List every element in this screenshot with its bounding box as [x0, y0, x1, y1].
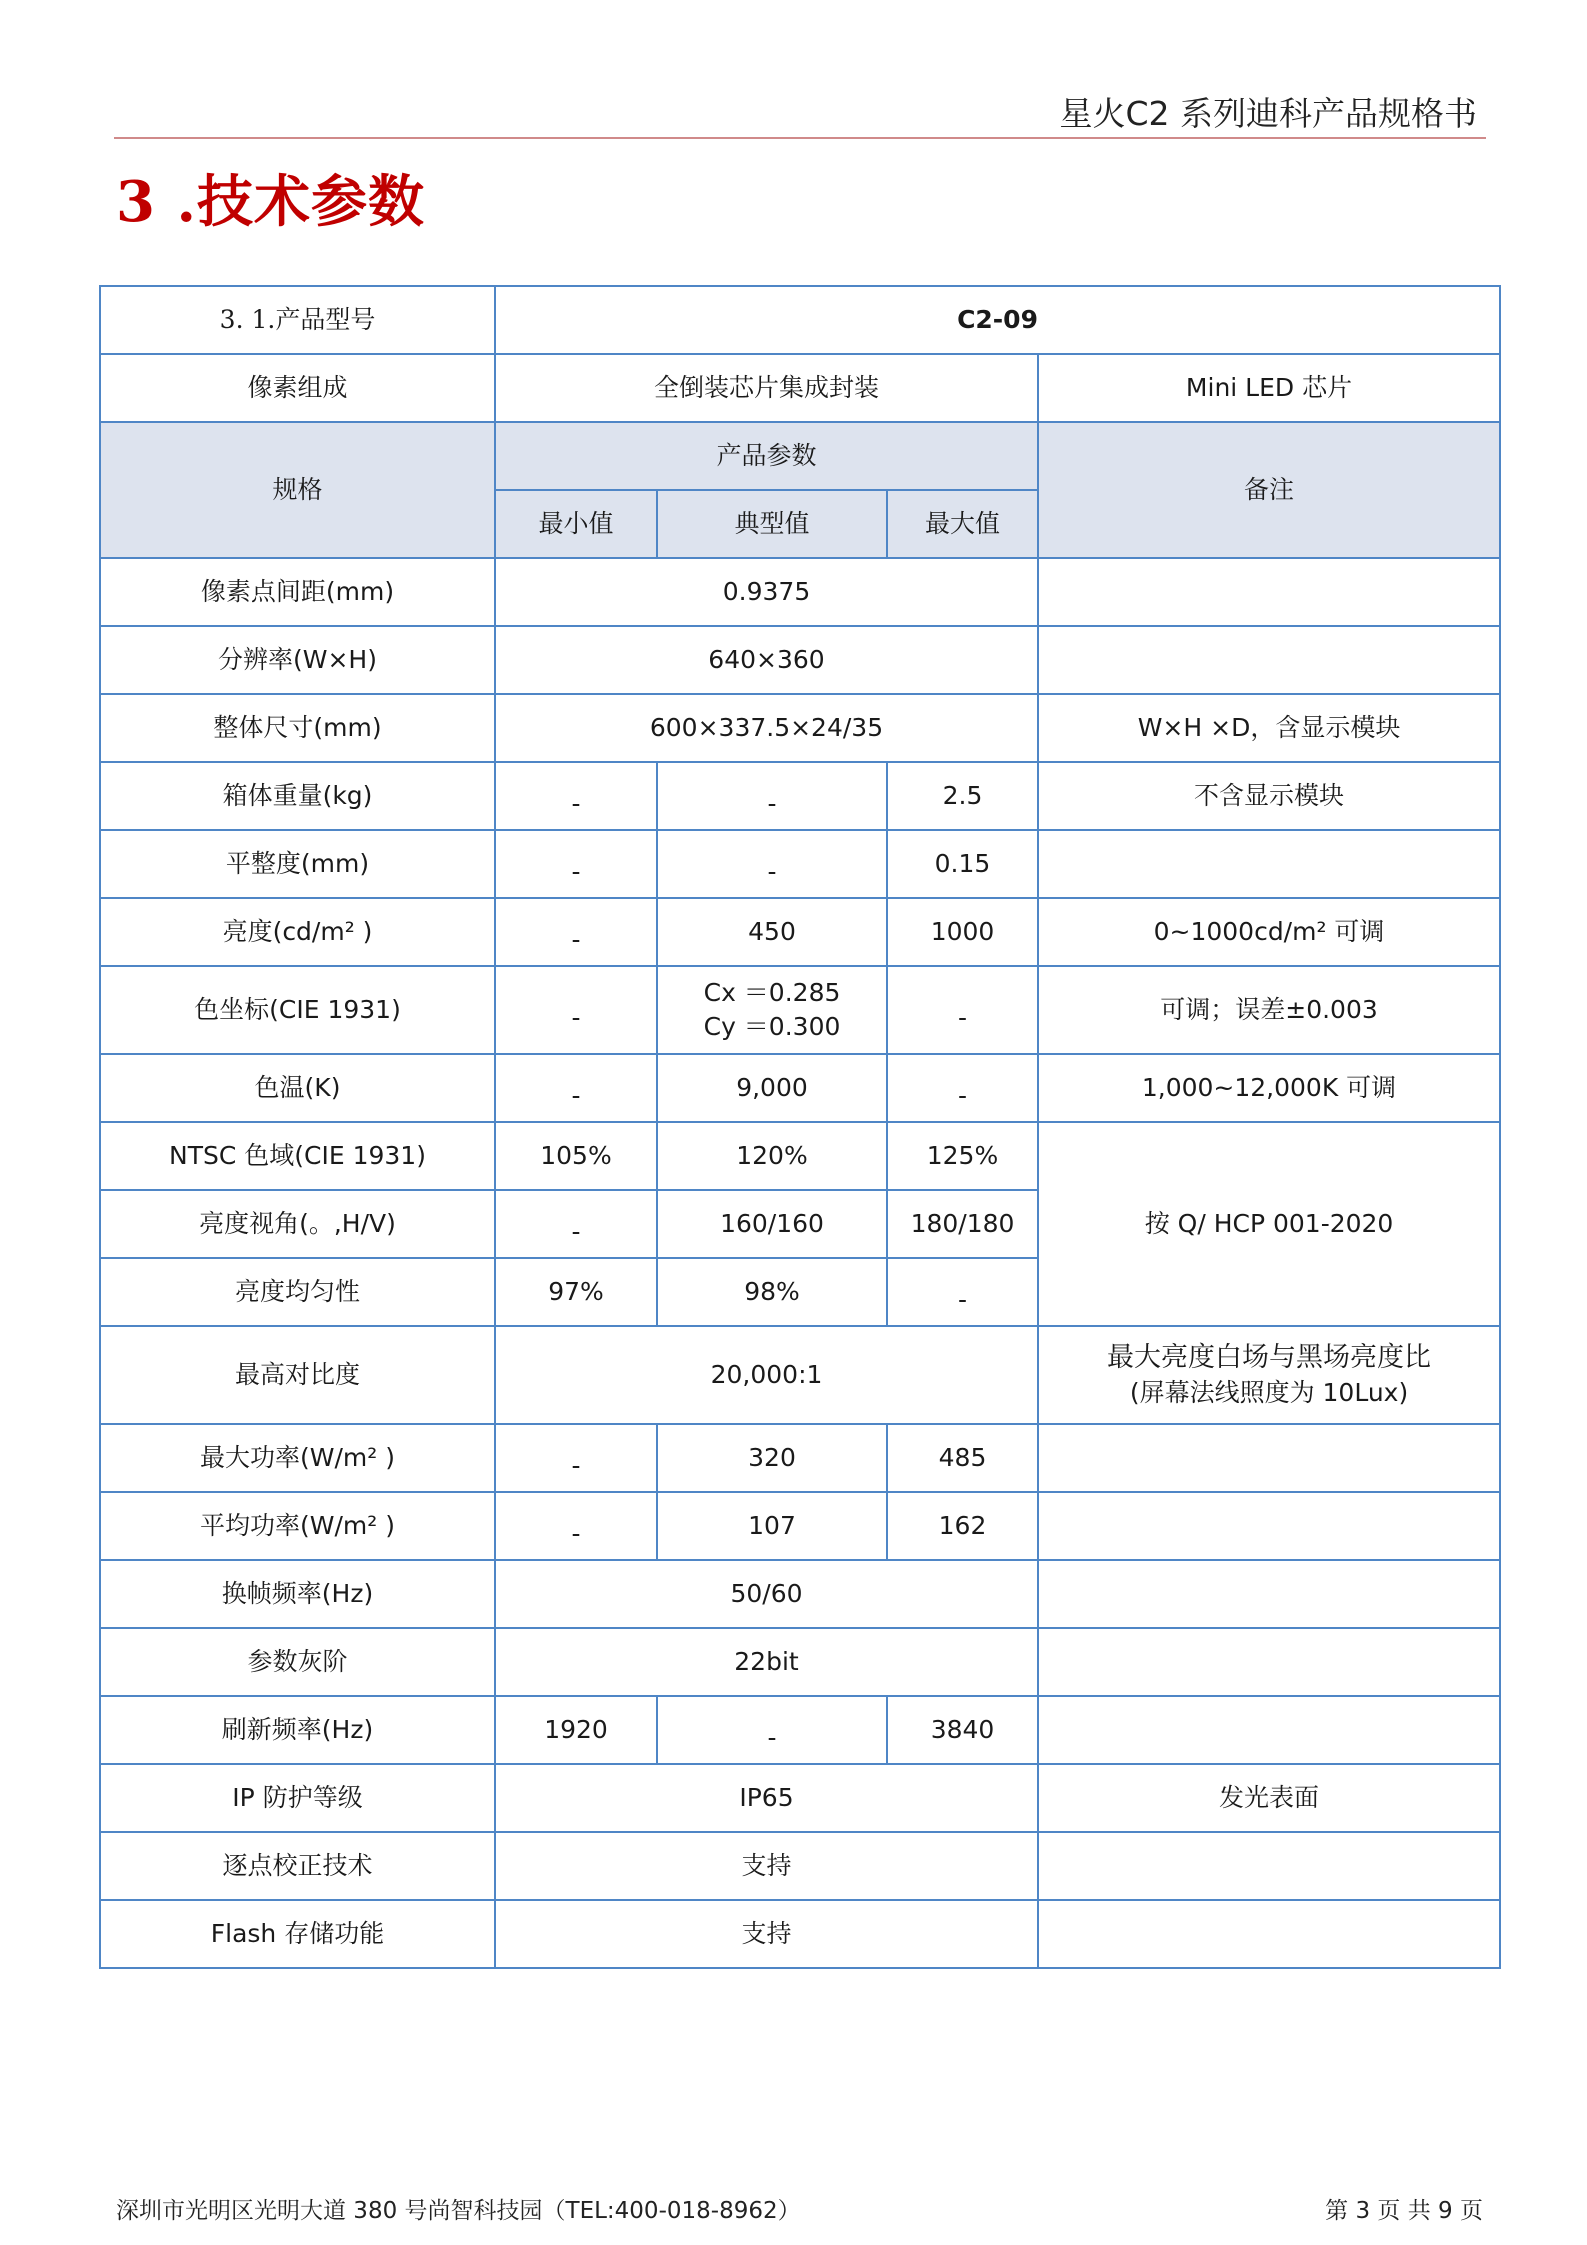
row-label: 色温(K)	[100, 1054, 495, 1122]
max-value: 162	[887, 1492, 1038, 1560]
table-row	[100, 626, 1500, 694]
min-value: -	[495, 830, 657, 898]
header-params: 产品参数	[495, 422, 1038, 490]
row-label: IP 防护等级	[100, 1764, 495, 1832]
table-row	[100, 762, 1500, 830]
table-row	[100, 1560, 1500, 1628]
table-row	[100, 1492, 1500, 1560]
cy-value: Cy ＝0.300	[703, 1012, 841, 1041]
table-row	[100, 1122, 1500, 1190]
header-max: 最大值	[887, 490, 1038, 558]
min-value: 1920	[495, 1696, 657, 1764]
table-row	[100, 1628, 1500, 1696]
row-label: 刷新频率(Hz)	[100, 1696, 495, 1764]
typ-value: 160/160	[657, 1190, 887, 1258]
table-header-row	[100, 422, 1500, 490]
header-typ: 典型值	[657, 490, 887, 558]
table-row	[100, 286, 1500, 354]
remark-line: 最大亮度白场与黑场亮度比	[1107, 1341, 1432, 1373]
max-value: 2.5	[887, 762, 1038, 830]
remark-cell: 可调；误差±0.003	[1038, 966, 1500, 1054]
merged-value: 22bit	[495, 1628, 1038, 1696]
table-row	[100, 1054, 1500, 1122]
typ-value: 107	[657, 1492, 887, 1560]
merged-value: 600×337.5×24/35	[495, 694, 1038, 762]
remark-cell	[1038, 626, 1500, 694]
merged-value: IP65	[495, 1764, 1038, 1832]
min-value: -	[495, 1424, 657, 1492]
row-label: 色坐标(CIE 1931)	[100, 966, 495, 1054]
max-value: -	[887, 966, 1038, 1054]
typ-value: 9,000	[657, 1054, 887, 1122]
row-label: 最高对比度	[100, 1326, 495, 1424]
typ-value	[657, 966, 887, 1054]
typ-value: -	[657, 762, 887, 830]
max-value: 485	[887, 1424, 1038, 1492]
remark-cell	[1038, 1696, 1500, 1764]
max-value: 1000	[887, 898, 1038, 966]
max-value: -	[887, 1258, 1038, 1326]
remark-cell: Mini LED 芯片	[1038, 354, 1500, 422]
max-value: 125%	[887, 1122, 1038, 1190]
model-value: C2-09	[495, 286, 1500, 354]
row-label: Flash 存储功能	[100, 1900, 495, 1968]
row-label: 参数灰阶	[100, 1628, 495, 1696]
min-value: -	[495, 898, 657, 966]
remark-cell	[1038, 1628, 1500, 1696]
footer-page-number: 第 3 页 共 9 页	[1325, 2198, 1483, 2224]
typ-value: 120%	[657, 1122, 887, 1190]
row-label: 平均功率(W/m² )	[100, 1492, 495, 1560]
remark-cell	[1038, 1424, 1500, 1492]
group-remark: 按 Q/ HCP 001-2020	[1038, 1122, 1500, 1326]
remark-cell: 1,000~12,000K 可调	[1038, 1054, 1500, 1122]
row-label: 像素点间距(mm)	[100, 558, 495, 626]
table-row	[100, 898, 1500, 966]
row-label: 亮度视角(。,H/V)	[100, 1190, 495, 1258]
merged-value: 20,000:1	[495, 1326, 1038, 1424]
typ-value: -	[657, 830, 887, 898]
model-label: 3. 1.产品型号	[100, 286, 495, 354]
table-row	[100, 1424, 1500, 1492]
remark-cell	[1038, 1492, 1500, 1560]
row-label: 亮度(cd/m² )	[100, 898, 495, 966]
row-label: 换帧频率(Hz)	[100, 1560, 495, 1628]
table-row	[100, 966, 1500, 1054]
table-row	[100, 558, 1500, 626]
table-row	[100, 1764, 1500, 1832]
row-label: 最大功率(W/m² )	[100, 1424, 495, 1492]
merged-value: 支持	[495, 1832, 1038, 1900]
min-value: -	[495, 1190, 657, 1258]
remark-cell	[1038, 1832, 1500, 1900]
remark-cell	[1038, 1326, 1500, 1424]
remark-cell: W×H ×D，含显示模块	[1038, 694, 1500, 762]
row-label: 箱体重量(kg)	[100, 762, 495, 830]
section-title: 3 .技术参数	[116, 169, 425, 235]
row-label: 平整度(mm)	[100, 830, 495, 898]
header-spec: 规格	[100, 422, 495, 558]
remark-cell: 0~1000cd/m² 可调	[1038, 898, 1500, 966]
row-label: 像素组成	[100, 354, 495, 422]
table-row	[100, 1900, 1500, 1968]
typ-value: 320	[657, 1424, 887, 1492]
remark-cell	[1038, 558, 1500, 626]
table-row	[100, 694, 1500, 762]
row-label: NTSC 色域(CIE 1931)	[100, 1122, 495, 1190]
row-label: 分辨率(W×H)	[100, 626, 495, 694]
table-row	[100, 1326, 1500, 1424]
remark-cell: 发光表面	[1038, 1764, 1500, 1832]
min-value: 97%	[495, 1258, 657, 1326]
merged-value: 全倒装芯片集成封装	[495, 354, 1038, 422]
remark-cell: 不含显示模块	[1038, 762, 1500, 830]
table-row	[100, 354, 1500, 422]
typ-value: -	[657, 1696, 887, 1764]
header-min: 最小值	[495, 490, 657, 558]
remark-line: (屏幕法线照度为 10Lux)	[1129, 1378, 1409, 1408]
row-label: 整体尺寸(mm)	[100, 694, 495, 762]
merged-value: 640×360	[495, 626, 1038, 694]
min-value: -	[495, 1054, 657, 1122]
max-value: 0.15	[887, 830, 1038, 898]
max-value: 180/180	[887, 1190, 1038, 1258]
min-value: -	[495, 966, 657, 1054]
merged-value: 支持	[495, 1900, 1038, 1968]
typ-value: 450	[657, 898, 887, 966]
merged-value: 50/60	[495, 1560, 1038, 1628]
table-row	[100, 1832, 1500, 1900]
header-divider	[114, 137, 1486, 139]
table-row	[100, 830, 1500, 898]
document-header-title: 星火C2 系列迪科产品规格书	[1059, 94, 1477, 133]
min-value: 105%	[495, 1122, 657, 1190]
typ-value: 98%	[657, 1258, 887, 1326]
min-value: -	[495, 1492, 657, 1560]
min-value: -	[495, 762, 657, 830]
remark-cell	[1038, 1560, 1500, 1628]
remark-cell	[1038, 830, 1500, 898]
row-label: 逐点校正技术	[100, 1832, 495, 1900]
max-value: -	[887, 1054, 1038, 1122]
remark-cell	[1038, 1900, 1500, 1968]
table-row	[100, 1696, 1500, 1764]
footer-address: 深圳市光明区光明大道 380 号尚智科技园（TEL:400-018-8962）	[116, 2198, 801, 2224]
max-value: 3840	[887, 1696, 1038, 1764]
merged-value: 0.9375	[495, 558, 1038, 626]
row-label: 亮度均匀性	[100, 1258, 495, 1326]
cx-value: Cx ＝0.285	[703, 978, 841, 1008]
header-remarks: 备注	[1038, 422, 1500, 558]
spec-table	[99, 285, 1501, 1969]
